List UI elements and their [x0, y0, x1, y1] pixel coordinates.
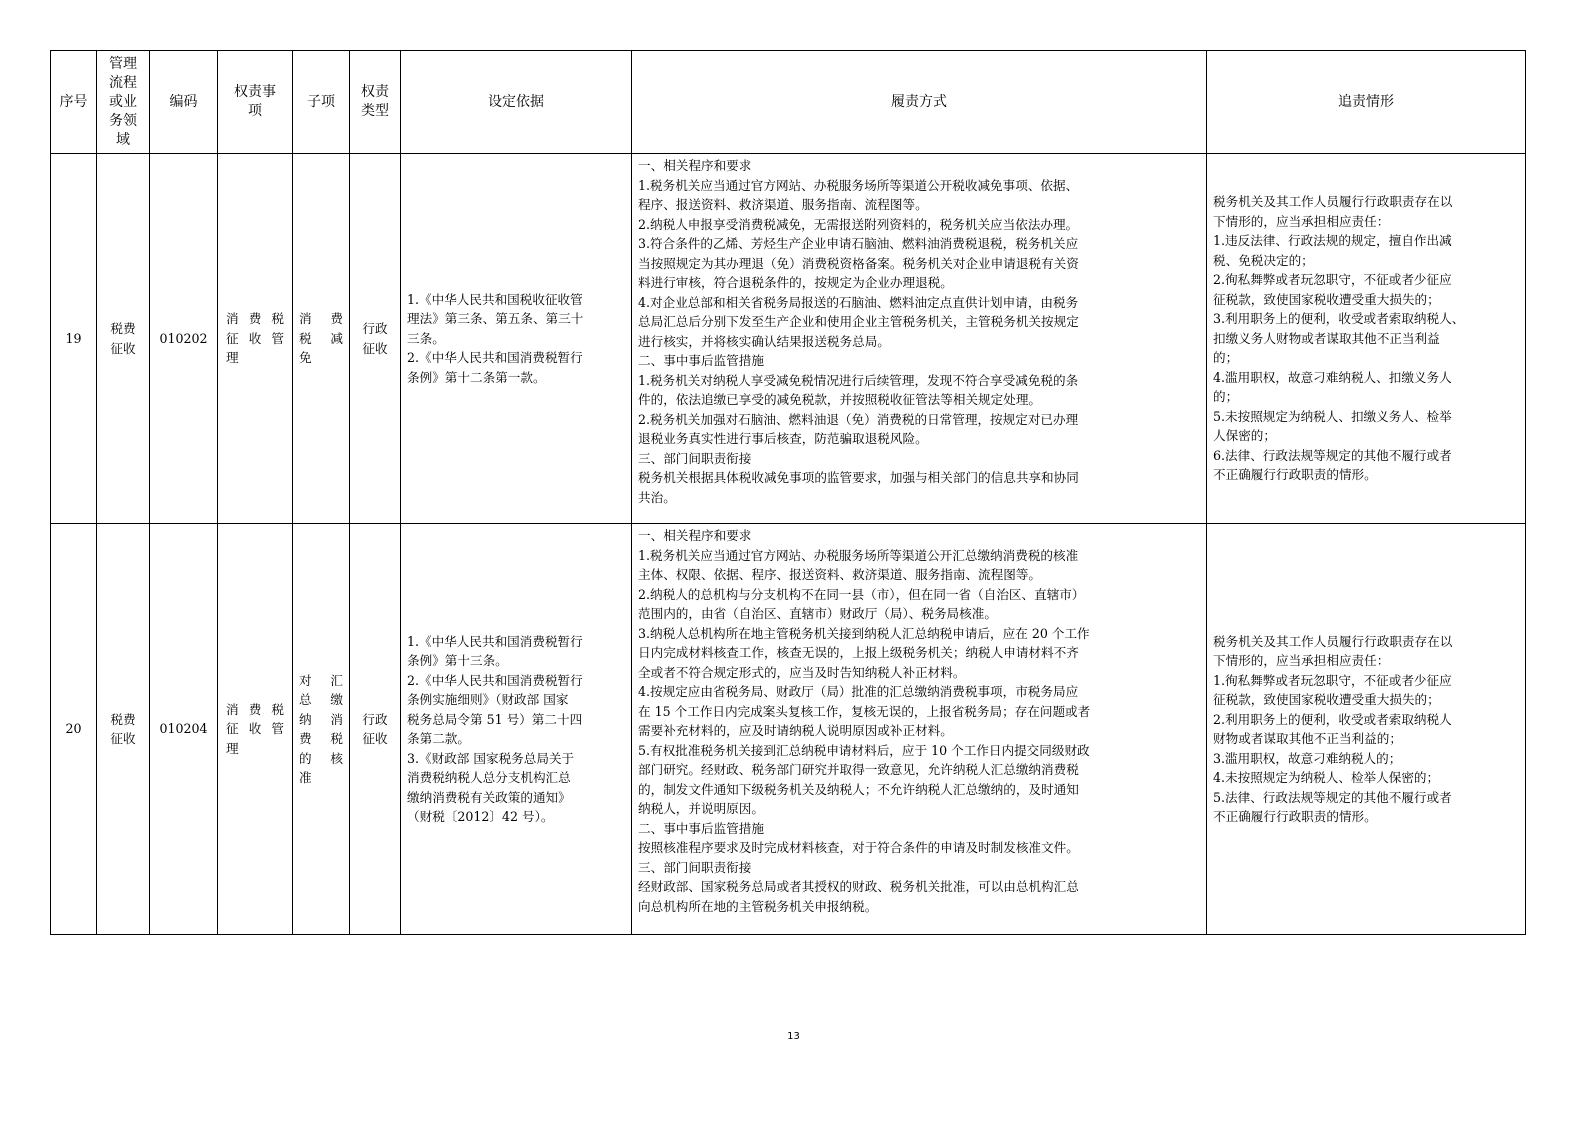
account-line: 人保密的；	[1213, 428, 1276, 444]
method-line: 一、相关程序和要求	[638, 528, 752, 543]
method-line: 的，制发文件通知下级税务机关及纳税人；不允许纳税人汇总缴纳的，及时通知	[638, 781, 1079, 797]
account-line: 的；	[1213, 389, 1239, 405]
method-line: 1.税务机关对纳税人享受减免税情况进行后续管理，发现不符合享受减免税的条	[638, 372, 1079, 388]
basis-line: 三条。	[407, 330, 445, 346]
account-line: 的；	[1213, 350, 1239, 366]
account-line: 征税款，致使国家税收遭受重大损失的；	[1213, 692, 1440, 707]
basis-line: 税务总局令第 51 号）第二十四	[407, 711, 583, 727]
header-row	[51, 51, 1526, 154]
account-line: 5.法律、行政法规等规定的其他不履行或者	[1213, 789, 1452, 805]
basis-cell	[401, 154, 632, 524]
method-line: 经财政部、国家税务总局或者其授权的财政、税务机关批准，可以由总机构汇总	[638, 879, 1079, 894]
sub-line: 费 税	[299, 731, 343, 746]
method-cell	[632, 154, 1207, 524]
method-line: 一、相关程序和要求	[638, 158, 752, 173]
sub-line: 的 核	[299, 750, 343, 766]
method-line: 2.纳税人申报享受消费税减免，无需报送附列资料的，税务机关应当依法办理。	[638, 216, 1079, 232]
type-text: 行政征收	[362, 321, 388, 356]
seq-cell: 19	[51, 154, 97, 524]
basis-line: 3.《财政部 国家税务总局关于	[407, 750, 575, 766]
sub-line: 免	[299, 350, 312, 366]
method-line: 4.按规定应由省税务局、财政厅（局）批准的汇总缴纳消费税事项，市税务局应	[638, 684, 1079, 699]
method-line: 三、部门间职责衔接	[638, 859, 752, 875]
responsibility-table	[50, 50, 1526, 935]
method-line: 税务机关根据具体税收减免事项的监管要求，加强与相关部门的信息共享和协同	[638, 470, 1079, 485]
basis-line: 条例》第十三条。	[407, 653, 508, 668]
method-line: 3.符合条件的乙烯、芳烃生产企业申请石脑油、燃料油消费税退税，税务机关应	[638, 236, 1079, 251]
basis-line: 理法》第三条、第五条、第三十	[407, 311, 584, 327]
method-line: 纳税人，并说明原因。	[638, 801, 764, 816]
method-line: 1.税务机关应当通过官方网站、办税服务场所等渠道公开税收减免事项、依据、	[638, 177, 1079, 193]
item-line: 征 收 管	[226, 721, 284, 737]
account-line: 5.未按照规定为纳税人、扣缴义务人、检举	[1213, 408, 1452, 424]
item-line: 理	[226, 350, 239, 366]
code-cell: 010202	[150, 154, 218, 524]
domain-text: 税费征收	[110, 711, 136, 746]
table-row	[51, 524, 1526, 935]
method-line: 二、事中事后监管措施	[638, 820, 764, 836]
basis-line: 条第二款。	[407, 731, 470, 746]
account-line: 6.法律、行政法规等规定的其他不履行或者	[1213, 447, 1452, 463]
account-line: 财物或者谋取其他不正当利益的；	[1213, 731, 1402, 746]
sub-cell	[293, 154, 350, 524]
basis-line: 条例实施细则》（财政部 国家	[407, 692, 569, 707]
method-line: 3.纳税人总机构所在地主管税务机关接到纳税人汇总纳税申请后，应在 20 个工作	[638, 625, 1090, 641]
seq-cell: 20	[51, 524, 97, 935]
header-seq: 序号	[51, 51, 97, 154]
type-cell	[350, 154, 401, 524]
account-cell	[1207, 524, 1526, 935]
header-domain-text: 管理流程或业务领域	[109, 55, 137, 148]
method-line: 1.税务机关应当通过官方网站、办税服务场所等渠道公开汇总缴纳消费税的核准	[638, 547, 1079, 563]
item-line: 消 费 税	[226, 311, 284, 327]
method-line: 主体、权限、依据、程序、报送资料、救济渠道、服务指南、流程图等。	[638, 567, 1041, 582]
method-line: 2.税务机关加强对石脑油、燃料油退（免）消费税的日常管理，按规定对已办理	[638, 411, 1079, 427]
account-line: 扣缴义务人财物或者谋取其他不正当利益	[1213, 330, 1440, 346]
header-account: 追责情形	[1207, 51, 1526, 154]
account-line: 4.未按照规定为纳税人、检举人保密的；	[1213, 770, 1440, 785]
account-cell	[1207, 154, 1526, 524]
basis-line: 2.《中华人民共和国消费税暂行	[407, 672, 583, 688]
account-line: 下情形的，应当承担相应责任：	[1213, 653, 1390, 668]
header-item-text: 权责事项	[234, 84, 276, 119]
header-item	[218, 51, 293, 154]
method-line: 退税业务真实性进行事后核查，防范骗取退税风险。	[638, 431, 928, 446]
account-line: 税务机关及其工作人员履行行政职责存在以	[1213, 194, 1453, 210]
header-code: 编码	[150, 51, 218, 154]
sub-line: 对 汇	[299, 672, 343, 688]
method-line: 部门研究。经财政、税务部门研究并取得一致意见，允许纳税人汇总缴纳消费税	[638, 762, 1079, 777]
sub-line: 纳 消	[299, 711, 343, 727]
method-line: 进行核实，并将核实确认结果报送税务总局。	[638, 333, 890, 349]
account-line: 4.滥用职权，故意刁难纳税人、扣缴义务人	[1213, 369, 1452, 385]
item-line: 理	[226, 740, 239, 756]
method-line: 4.对企业总部和相关省税务局报送的石脑油、燃料油定点直供计划申请，由税务	[638, 294, 1079, 310]
header-sub: 子项	[293, 51, 350, 154]
account-line: 2.徇私舞弊或者玩忽职守，不征或者少征应	[1213, 272, 1452, 288]
method-line: 范围内的，由省（自治区、直辖市）财政厅（局）、税务局核准。	[638, 606, 997, 621]
account-line: 1.徇私舞弊或者玩忽职守，不征或者少征应	[1213, 672, 1452, 688]
header-type-text: 权责类型	[361, 84, 389, 119]
basis-cell	[401, 524, 632, 935]
domain-cell	[97, 154, 150, 524]
method-line: 日内完成材料核查工作，核查无误的，上报上级税务机关；纳税人申请材料不齐	[638, 645, 1079, 660]
method-line: 向总机构所在地的主管税务机关申报纳税。	[638, 898, 878, 914]
method-line: 在 15 个工作日内完成案头复核工作，复核无误的，上报省税务局；存在问题或者	[638, 703, 1091, 719]
page-number: 13	[787, 1031, 800, 1042]
header-method: 履责方式	[632, 51, 1207, 154]
method-cell	[632, 524, 1207, 935]
code-cell: 010204	[150, 524, 218, 935]
sub-cell	[293, 524, 350, 935]
account-line: 3.滥用职权，故意刁难纳税人的；	[1213, 750, 1402, 766]
account-line: 1.违反法律、行政法规的规定，擅自作出减	[1213, 233, 1452, 249]
method-line: 三、部门间职责衔接	[638, 450, 752, 466]
header-type	[350, 51, 401, 154]
account-line: 3.利用职务上的便利，收受或者索取纳税人、	[1213, 311, 1465, 327]
table-row	[51, 154, 1526, 524]
method-line: 共治。	[638, 489, 676, 505]
account-line: 税务机关及其工作人员履行行政职责存在以	[1213, 633, 1453, 649]
type-cell	[350, 524, 401, 935]
basis-line: 1.《中华人民共和国消费税暂行	[407, 633, 583, 649]
type-text: 行政征收	[362, 711, 388, 746]
account-line: 2.利用职务上的便利，收受或者索取纳税人	[1213, 711, 1452, 727]
method-line: 需要补充材料的，应及时请纳税人说明原因或补正材料。	[638, 723, 953, 738]
header-basis: 设定依据	[401, 51, 632, 154]
method-line: 当按照规定为其办理退（免）消费税资格备案。税务机关对企业申请退税有关资	[638, 255, 1079, 271]
basis-line: 消费税纳税人总分支机构汇总	[407, 770, 571, 785]
method-line: 5.有权批准税务机关接到汇总纳税申请材料后，应于 10 个工作日内提交同级财政	[638, 742, 1090, 758]
basis-line: 条例》第十二条第一款。	[407, 369, 546, 385]
account-line: 税、免税决定的；	[1213, 252, 1314, 268]
item-line: 消 费 税	[226, 701, 284, 717]
account-line: 不正确履行行政职责的情形。	[1213, 809, 1377, 824]
header-domain	[97, 51, 150, 154]
account-line: 不正确履行行政职责的情形。	[1213, 467, 1377, 483]
domain-text: 税费征收	[110, 321, 136, 356]
method-line: 按照核准程序要求及时完成材料核查，对于符合条件的申请及时制发核准文件。	[638, 840, 1079, 855]
sub-line: 准	[299, 770, 312, 785]
account-line: 下情形的，应当承担相应责任：	[1213, 213, 1390, 229]
sub-line: 税 减	[299, 330, 343, 346]
basis-line: 2.《中华人民共和国消费税暂行	[407, 350, 583, 366]
basis-line: （财税〔2012〕42 号）。	[407, 809, 554, 824]
domain-cell	[97, 524, 150, 935]
item-cell	[218, 154, 293, 524]
method-line: 全或者不符合规定形式的，应当及时告知纳税人补正材料。	[638, 664, 966, 680]
method-line: 2.纳税人的总机构与分支机构不在同一县（市），但在同一省（自治区、直辖市）	[638, 586, 1085, 602]
item-cell	[218, 524, 293, 935]
basis-line: 缴纳消费税有关政策的通知》	[407, 789, 571, 805]
item-line: 征 收 管	[226, 330, 284, 346]
sub-line: 总 缴	[299, 692, 343, 707]
method-line: 件的，依法追缴已享受的减免税款，并按照税收征管法等相关规定处理。	[638, 392, 1041, 407]
method-line: 总局汇总后分别下发至生产企业和使用企业主管税务机关，主管税务机关按规定	[638, 314, 1079, 329]
method-line: 二、事中事后监管措施	[638, 353, 764, 368]
sub-line: 消 费	[299, 311, 343, 327]
method-line: 程序、报送资料、救济渠道、服务指南、流程图等。	[638, 197, 928, 212]
method-line: 料进行审核，符合退税条件的，按规定为企业办理退税。	[638, 275, 953, 290]
basis-line: 1.《中华人民共和国税收征收管	[407, 291, 583, 307]
account-line: 征税款，致使国家税收遭受重大损失的；	[1213, 291, 1440, 307]
